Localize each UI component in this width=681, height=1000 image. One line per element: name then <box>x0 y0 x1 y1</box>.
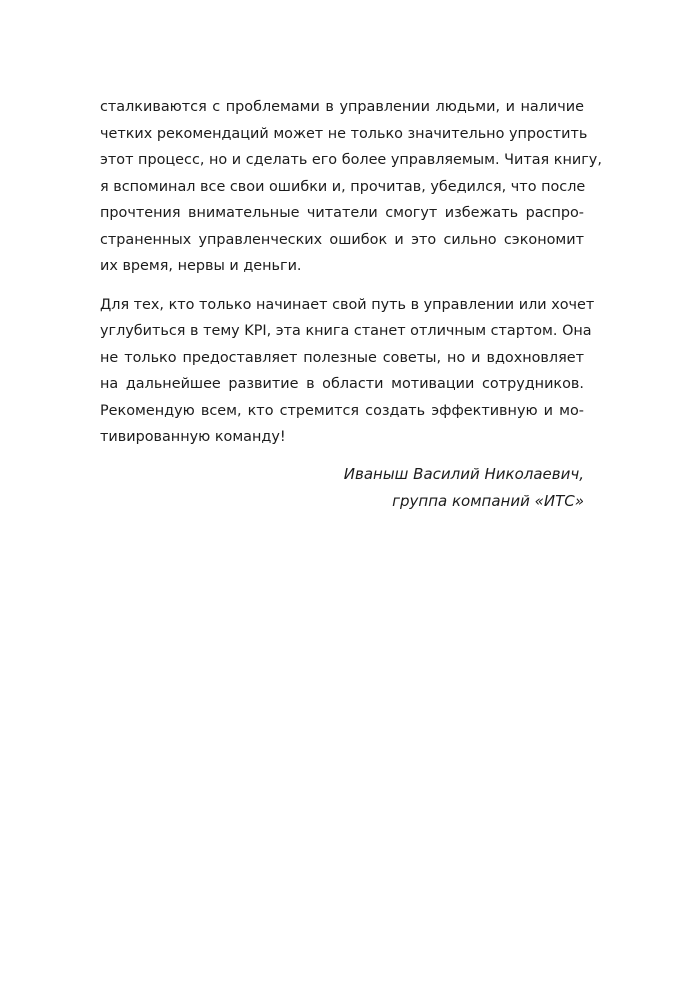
signature-organization: группа компаний «ИТС» <box>392 491 584 510</box>
text-line: их время, нервы и деньги. <box>100 258 302 274</box>
signature-name: Иваныш Василий Николаевич, <box>343 464 584 483</box>
text-line: Рекомендую всем, кто стремится создать эффективную и мо- <box>100 402 584 419</box>
text-line: тивированную команду! <box>100 429 286 445</box>
text-line: углубиться в тему KPI, эта книга станет отличным стартом. Она <box>100 323 592 339</box>
text-line: сталкиваются с проблемами в управлении людьми, и наличие <box>100 99 584 115</box>
text-line: на дальнейшее развитие в области мотивации сотрудников. <box>100 376 584 392</box>
text-line: Для тех, кто только начинает свой путь в управлении или хочет <box>100 296 595 313</box>
text-line: прочтения внимательные читатели смогут избежать распро- <box>100 205 584 221</box>
paragraph-2 <box>100 292 595 451</box>
text-line: не только предоставляет полезные советы, но и вдохновляет <box>100 349 584 366</box>
text-line: четких рекомендаций может не только значительно упростить <box>100 125 588 142</box>
text-line: страненных управленческих ошибок и это сильно сэкономит <box>100 231 584 248</box>
page-content <box>100 94 602 515</box>
signature-block <box>100 461 584 515</box>
paragraph-1 <box>100 94 602 280</box>
text-line: этот процесс, но и сделать его более управляемым. Читая книгу, <box>100 152 602 168</box>
text-line: я вспоминал все свои ошибки и, прочитав, убедился, что после <box>100 178 586 195</box>
